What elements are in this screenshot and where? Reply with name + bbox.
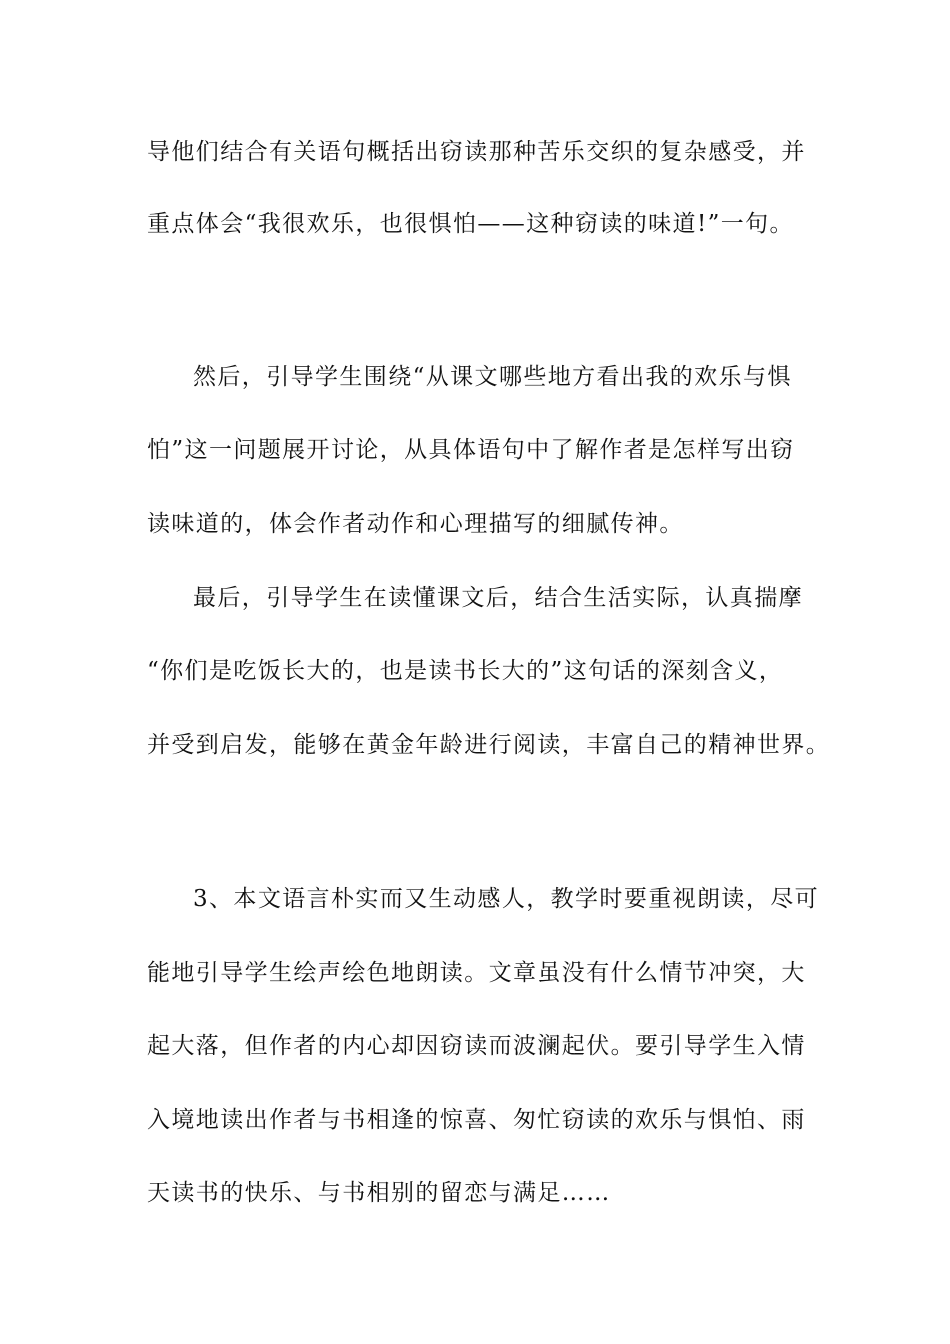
paragraph-2-line-2: 怕”这一问题展开讨论，从具体语句中了解作者是怎样写出窃 xyxy=(147,437,795,463)
paragraph-2-line-3: 读味道的，体会作者动作和心理描写的细腻传神。 xyxy=(147,511,684,537)
paragraph-3-line-2: “你们是吃饭长大的，也是读书长大的”这句话的深刻含义， xyxy=(147,658,784,684)
paragraph-1-line-2: 重点体会“我很欢乐，也很惧怕——这种窃读的味道!”一句。 xyxy=(147,211,794,237)
paragraph-4-line-2: 能地引导学生绘声绘色地朗读。文章虽没有什么情节冲突，大 xyxy=(147,960,806,986)
paragraph-3-line-1: 最后，引导学生在读懂课文后，结合生活实际，认真揣摩 xyxy=(193,585,803,611)
paragraph-4-line-4: 入境地读出作者与书相逢的惊喜、匆忙窃读的欢乐与惧怕、雨 xyxy=(147,1107,806,1133)
paragraph-2-line-1: 然后，引导学生围绕“从课文哪些地方看出我的欢乐与惧 xyxy=(193,364,792,390)
paragraph-4-line-5: 天读书的快乐、与书相别的留恋与满足…… xyxy=(147,1180,611,1206)
paragraph-3-line-3: 并受到启发，能够在黄金年龄进行阅读，丰富自己的精神世界。 xyxy=(147,732,831,758)
paragraph-4-line-1: 3、本文语言朴实而又生动感人，教学时要重视朗读，尽可 xyxy=(193,886,820,912)
paragraph-4-line-3: 起大落，但作者的内心却因窃读而波澜起伏。要引导学生入情 xyxy=(147,1033,806,1059)
paragraph-1-line-1: 导他们结合有关语句概括出窃读那种苦乐交织的复杂感受，并 xyxy=(147,139,806,165)
